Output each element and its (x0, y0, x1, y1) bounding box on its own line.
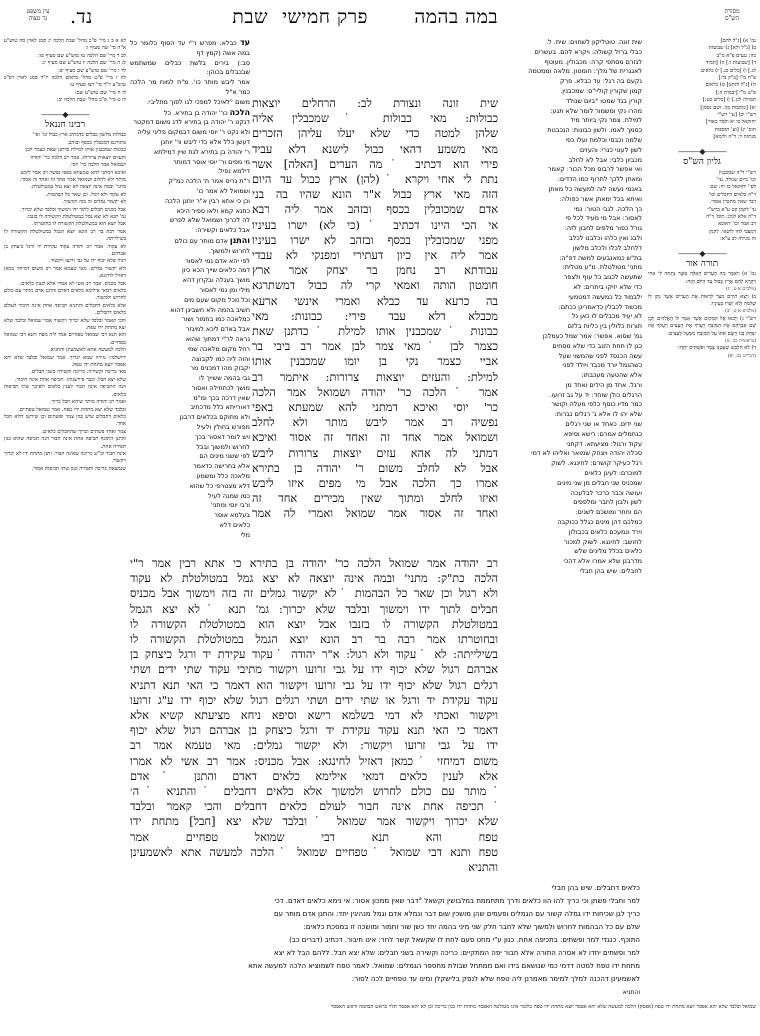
gemara-line: אביי כצמר נקי בן יומו שמכבנין אותו (252, 355, 498, 369)
ein-mishpat-entry: לד ו מיי' שם טוש"ע שם סעיף יב: (58, 67, 126, 74)
rashi-line: לחושב: לחינגא. לשוק למכור (564, 537, 642, 546)
ein-mishpat-entry: לו ח מיי' שם טוש"ע שם: (74, 89, 126, 96)
rabbeinu-chananel-line: והעזים יוצאות צרורות. אמר רב הלכה כר' יהודה (30, 154, 126, 161)
tosafot-line: דנקט ר' יהודה בן בתירא לדנ משום דמקטר (133, 118, 250, 127)
rabbeinu-chananel-line: והא תנא דבי שמואל טפחיים אמר ליה מפח ותנא דבי שמואל טפחיים. (4, 332, 126, 346)
rabbeinu-chananel-line: ירושלמי: גזירה שמא יכרוך. אמר שמואל ובלבד שלא יהא אפסר יוצא מתחת ידו טפח. (4, 354, 126, 369)
torah-or-entry (648, 294, 756, 316)
gemara-wide-column (130, 556, 498, 875)
rashi-line: כך הלכה. לגבי הטור: נמי (574, 204, 642, 213)
tosafot-line: נראה לר"י דמתוך שהוא (185, 334, 250, 343)
tosafot-line: לפי יהא אדם נמי לאסור (185, 256, 250, 265)
ein-mishpat-entry: לג ה מיי' שם הלכה יו טוש"ע שם סעיף יג: (41, 60, 126, 67)
masoret-entry: פ"ח מ"ו [ב"ק נד:] (718, 75, 756, 82)
gemara-line: ואחד זה אסור אמר שמואל ואמרי לה אמר (252, 507, 498, 521)
left-margin-column (4, 38, 126, 998)
gemara-line: נפשיה רב אמר ליבש מותר ולא לחלב (252, 416, 498, 430)
gemara-line: אדם שמכובלין בכסף ובזהב אמר ליה רבא (252, 203, 498, 217)
gemara-line: בה כרעא עד כבלא ואמרי אינשי ארעא (252, 294, 498, 308)
gemara-line: למילת: והעזים יוצאות צרורות: איתמר רב (252, 370, 498, 384)
ein-mishpat-label-line-2: נר מצוה (28, 15, 48, 22)
gemara-line: אברהם רגול שלא יכוף ידו על גבי זרועו ויקשור מתיבי עקוד שתי ידים ושתי (130, 663, 498, 677)
tosafot-line: לחרוש ולמשוך. (208, 246, 250, 255)
tosafot-line: כתנא קמא ולאו ספיר היכא (176, 206, 250, 215)
rabbeinu-chananel-line: אינה חבור וכ"ש כריכה שאינה חבור. ותנן מתחת ידו לא יכרוך ויקשור. (4, 450, 126, 465)
ein-mishpat-label (18, 8, 58, 22)
tosafot-line: שאין דרכה בכך ומ"מ (193, 393, 250, 402)
rashi-line: לשון לענוי כנרי: והעזים (579, 145, 642, 154)
torah-or-source: (מלכים א ט, יג) (725, 287, 756, 293)
gemara-line: אי הכי היינו דכתיב ˙(כי לא) ישרו בעיניו (252, 218, 498, 232)
gemara-line: ˙מותר עם כולם לחרוש ולמשוך אלא כלאים דחבלים ˙והתניא ˙ה׳ (130, 785, 498, 799)
rashi-line: שלמה וכבסי וכלמת ועלו כפי (565, 135, 642, 144)
masoret-hashas-list (648, 38, 756, 142)
rashi-line: ואיתא בכל ימאתן אשר כפולה: (559, 194, 642, 203)
masoret-entry: תוס' יג) [וע' תוספות (714, 126, 756, 133)
tosafot-line: לחרוש ולמשוך ובכל (196, 442, 250, 451)
rabbeinu-chananel-line: אבל יוצא הוא במטולטלת הקשורה לו בחוטרתו. (32, 221, 126, 228)
masoret-entry: ד) [שבועות ו:] ה) [תמיד (705, 60, 756, 67)
tosafot-line: וכן כי אתא רבין א"ר יוחנן הלכה (165, 196, 250, 205)
tosafot-line: ר"ת גריס אמר ת' הלכה כמ"ק (168, 177, 250, 186)
gemara-wide-text (130, 556, 498, 875)
rashi-upper (504, 38, 642, 303)
gemara-line: ובחוטרתו אמר רבה בר רב הונא יוצא הגמל במטולטלת הקשורה לו (130, 633, 498, 647)
tosafot-line: מפורש בחולין ולעיל (196, 423, 250, 432)
rashi-line: למילת. צמר נקי ביותר מיד (570, 116, 642, 125)
folio-number: נד. (70, 6, 93, 28)
rabbeinu-chananel-line: ולא יקשור גמלים. מאי טעמא אמר רב משום דמיחזי כמאן דאזיל לחינגא. (4, 265, 126, 280)
tosafot-heading (130, 38, 250, 59)
gemara-line: רב יהודה אמר שמואל הלכה כר' יהודה בן בתירא כי אתא רבין אמר ר"י (130, 557, 498, 570)
rashi-line: שית זונה. טוטליקון לשחוים: שית. ל. (546, 38, 642, 46)
tosafot-line: אלא בחרישה כדאמר (193, 462, 250, 471)
tosafot-halacha-rest: כר' יהודה בן בתירא. כל (164, 108, 228, 117)
tosafot-line: דילמא נפיל: (217, 167, 250, 176)
gilyon-line: ד"ה אלא לגלג: תוס' ד"ה (706, 213, 756, 220)
rabbeinu-chananel-line: צמר ואחד פשתים וכרוך שהחבלים כלאים. (41, 428, 126, 435)
rabbeinu-chananel-line: הנה התכיפה אינה חבור לענין כלאים ולפיכך שתי תכיפות כלאים. (4, 384, 126, 398)
rashi-line: מדרבנן שלא אמרו אלא דהכי (563, 557, 642, 566)
gemara-line: חבלים לתוך ידו וימשוך ובלבד שלא יכרוך: גמ' תנא ˙לא יצא הגמל (130, 602, 498, 616)
tractate-name: שבת (232, 6, 268, 28)
gemara-line: עבודתא רב נחמן בר יצחק אמר ארץ (252, 264, 498, 278)
rashi-line: הרגלים כולן שוחד: יד על גב זרועו. (549, 390, 642, 399)
gemara-line: טפח ותנא דבי שמואל ˙טפחיים שמואל ˙הלכה למעשה אתא לאשמעינן (130, 845, 498, 859)
masoret-entry: יא) [כותבות כה. ושם נסמן] (700, 104, 756, 111)
bottom-vehatania: והתניא (622, 989, 640, 996)
rabbeinu-chananel-line: אמר רבה בר רב הונא יוצא הגמל במטולטלת הקשורה לו בשילייתה. (4, 228, 126, 243)
tosafot-line: כמו שמנה לעיל (208, 491, 250, 500)
rashi-line: מתני' מטולטלת. מ"ע מטלית: (562, 263, 642, 272)
rashi-line: אלא שהטעה מעכבתו: (581, 371, 642, 380)
gemara-line: טפח והא תנא דבי שמואל טפחיים אמר (130, 830, 498, 844)
rabbeinu-chananel-line: כלאים דחבלים שיש בהן צמר ופשתים וכן שירשן דלוא חבל אחד. (4, 413, 126, 428)
rashi-line: ומאתן ללכך לתרוף כמו הדדים: (557, 175, 642, 184)
masoret-entry: ח) [נ"ל והתנן] ט) כלאים (705, 82, 756, 89)
rashi-line: ועושה וכבר כרכר לבלעכה (570, 488, 642, 497)
rashi-line: כמלכם דהן מינים כגלל ככוקבה (557, 518, 642, 527)
bottom-commentary-line: למר ופשתים יחדו לא אסרה התורה אלא חבור יפה המתקיים: כריכה וקשירה בשני חבלים: שלא יצא חבל. ללהם הבל לא יצא (273, 949, 640, 957)
rashi-line: וירד ונמעכם כלאים בכבולון (568, 527, 642, 536)
tosafot-line: כמלאכה כמו בחמור ושור (182, 315, 250, 324)
tosafot-line: אבל באדם ליכא למיגזר (186, 325, 250, 334)
gemara-line: מאי משמע דהאי כבול לישנא דלא עביד (252, 142, 498, 156)
rabbeinu-chananel-line: כבונות שמכבנין אותו למילת כדתנן שאת כצמר לבן: (24, 147, 126, 154)
rabbeinu-chananel-line: מאי כריכה וקשירה: כריכה וקשירה בשני חבלים. (30, 369, 126, 376)
gilyon-line: וכו' ביום שנולד. עי' (717, 176, 756, 183)
gemara-line: ויקשור ואכתי לא דמי בשלמא רישא וסיפא ניחא מציעתא קשיא אלא (130, 709, 498, 723)
torah-or-source: (בראשית כב, ט) (725, 339, 756, 345)
torah-or-verse: רש"י ג) וַיָּבֹאוּ אֶל הַמָּקוֹם אֲשֶׁר אָמַר לוֹ הָאֱלֹהִים וַיִּבֶן שָׁם אַבְרָהָם אֶת הַמִּזְבֵּחַ וַיַּעֲרֹךְ אֶת הָעֵצִים וַיַּעֲקֹד אֶת יִצְחָק בְּנוֹ וַיָּשֶׂם אֹתוֹ עַל הַמִּזְבֵּחַ מִמַּעַל לָעֵצִים: (648, 315, 756, 337)
gemara-line: אלא לענין כלאים דמאי אילימא כלאים דאדם והתנן ˙אדם (130, 769, 498, 783)
rashi-line: כגחמלים אמרם: רישא וסיפא (564, 429, 642, 438)
rashi-line: לחבלים: שיש בהן חבלי (579, 567, 642, 576)
rashi-line: כבלי ברזל קשולה: ויקרא להם. בעשרים (534, 47, 642, 56)
tosafot-line: בעלמא אוסר (214, 511, 250, 520)
masoret-hashas-label (712, 8, 752, 22)
right-margin-column (648, 38, 756, 638)
rashi-lower (504, 303, 642, 577)
tosafot-line: רחל מקום מלאכה שמי (187, 344, 250, 353)
rashi-line: רגל כעיקר קושרם: לחינגא. לשוק (551, 459, 642, 468)
rabbeinu-chananel-line: כבולות מלשון כבלים כדכתיב ארץ כבול וגו' ופי' (32, 132, 126, 139)
bottom-commentary-line: מתחת ידו טפח למטה דדמי כמי שנושאם בידו ואם ממתחל שבולת מחספר הגמלים: שמואל. לאמר טפח לשמוציא הלכה למעשה אתא (248, 962, 640, 970)
rabbeinu-chananel-line: לא עקוד ולא רגול. וכן שאר כל הבהמות. (45, 191, 126, 198)
tosafot-line: סב:) בירים בלשת כבלים שמשתמש שבכבלים בכוהן: (130, 58, 250, 77)
gemara-line: שית זונה ונצורת לב: הרחלים יוצאות (252, 97, 498, 110)
masoret-entry: כה: נגעים פ"א מ"ב (716, 52, 756, 59)
gilyon-hashas-title: גליון הש"ס (683, 157, 721, 168)
gilyon-line: רש"י ד"ה שמכבנין (718, 169, 756, 176)
masoret-entry: ב) [נ"ל ולא] ג) שבועות (708, 45, 756, 52)
tosafot-vehatanan-word: והתנן (229, 235, 250, 245)
gemara-line: שלא יכרוך ויקשור אמר שמואל ˙ובלבד שלא יצא [חבל] מתחת ידו (130, 815, 498, 829)
rabbeinu-chananel-line: כלאים דמאי אילימא כלאים דאדם והתנן אדם מותר עם כולם לחרוש ולמשוך. (4, 288, 126, 302)
rabbeinu-chananel-line: גמ' תנא לא יצא גמל במטולטלת הקשורה לו בזנבו. (26, 213, 126, 220)
tosafot-line: מלי (240, 530, 250, 539)
tosafot-body-2 (130, 247, 250, 541)
tosafot-line: חשיב בהמה ולא חשבינן דהוא (170, 305, 250, 314)
tosafot-line: משום °לאיכל למפכי לגו לפוך מתליבי: (146, 97, 250, 106)
tosafot-line: ורבי יוסי ומתני' (210, 501, 250, 510)
bottom-commentary-line: כריך לגן שכיחות ידו גמלה קשור עם הגמלים ופעמים שהן מושכין שום דבר ונמלא אדם וגמל מנהיגין יחד: והתנן אדם מותר עם (273, 910, 640, 918)
ein-mishpat-list (4, 38, 126, 105)
tosafot-line: לפי ששני מינים הם (199, 452, 250, 461)
gemara-line: בשילייתה: לא ˙עקוד ולא רגול: א"ר יהודה ˙עקוד עקידת יד ורגל כיצחק בן (130, 648, 498, 662)
rashi-line: מכשוד לכבלין כדאמרינן ככתם: (558, 302, 642, 311)
tosafot-vehatanan-heading (130, 236, 250, 247)
masoret-entry: גמ' א) [נ"ל להם] (720, 38, 756, 44)
rashi-line: לאגגרית של מלך: חומטון. מלאה וממטמה (528, 67, 642, 76)
gilyon-line: דבר שאין מתכוין אסור. (709, 199, 756, 206)
gemara-line: פירי הוא דכתיב ˙מה הערים [האלה] אשר (252, 157, 498, 171)
gemara-line: ושמואל אמר אחד זה ואחד זה אסור ואיכא (252, 431, 498, 445)
bottom-commentary-line: כלאים דחבלים. שיש בהן חבלי (551, 884, 640, 892)
tosafot-line: אבל כלאים וקשירה: (195, 226, 250, 235)
tosafot-heading-text: כבלא. מפרש ר"י עד הסוף כלומר כל במה אשה (קמץ דף (130, 39, 250, 57)
gemara-text (252, 96, 498, 522)
rashi-line: ילבמוד כל כמעשה דמטמעי (568, 292, 642, 301)
rabbeinu-chananel-line: והתנן התוכף תכיפה אחת אינה חבור הנה תכיפה שהוא כגון תפירה אחת. (4, 436, 126, 450)
rabbeinu-chananel-line: ושמואל אמר הלכה כר' יוסי. (69, 162, 126, 169)
bottom-commentary (130, 882, 640, 996)
tosafot-line: ושמואל לא אמר כו' (196, 186, 250, 195)
bottom-commentary-line: התוכף. כנגדי למר ופשתים: בתכיפה אחת. כגון ע"י מחט פעם לחת לו שקשאל קשר לחר: אינו חיבור. דכתיב (דברים כב) (289, 936, 640, 944)
ein-mishpat-entry: לא א ב ג מיי' פ"כ מהל' שבת הלכה יג סמג לאוין סה טוש"ע א"ח סי' שה סעיף ו: (4, 38, 126, 52)
bottom-commentary-line: למר וחבלי פשתן וכי כריך להו הוו כלאים ודרך מתחממת במלבושין וקשאל °דבר שאין ממכון אסור: אי נימא כלאים דאדם. דכי (274, 897, 640, 905)
tosafot-dibbur-hamatchil: עד (239, 38, 250, 47)
gilyon-line: רב אמר וכו' דאוכא (718, 221, 756, 228)
gemara-line: מכבלא דלא עבד פירי: כבונות: מאי (252, 309, 498, 323)
tosafot-line: דלא מצטרפי כל שהוא (189, 481, 250, 490)
rashi-line: מכביון כלבי: אבל לא לחלב (568, 155, 642, 164)
gilyon-hashas-text (648, 170, 756, 244)
rashi-line: כלאים בכלל מלינים שלש (574, 547, 642, 556)
masoret-entry: תמורה לגן.] י) [כלים כט:] (702, 97, 756, 104)
chapter-name: במה בהמה (414, 6, 498, 28)
tosafot-halacha-word: הלכה (229, 107, 250, 117)
tosafot-line: דעשן כלל אלא כדי ליבש ור' יוחנן (160, 137, 250, 146)
gilyon-line: זה מגילה לב ע"א: (719, 236, 756, 243)
rabbeinu-chananel-line: רגול שלא יכוף ידו על גבי זרועו ויקשור. (48, 258, 126, 265)
rashi-line: גורל כפור מלפים לחבון לזה: (564, 224, 642, 233)
masoret-entry: פ"ט מ"י [יבמות ה:] (715, 89, 756, 96)
rabbeinu-chananel-line: אבל מכניס חבלים לתוך ידו וימשוך ובלבד שלא יכרוך. (20, 206, 126, 213)
gemara-line: דמתני לה אהא עזים יוצאות צרורות ליבש (252, 446, 498, 460)
gemara-line: כצמר לבן ˙מאי צמר לבן אמר רב ביבי בר (252, 340, 498, 354)
ein-mishpat-entry: לב ד מיי' שם הלכה טו טוש"ע שם סעיף טו: (37, 52, 126, 59)
masoret-label-line-1: מסורת (724, 8, 740, 15)
torah-or-entry (648, 345, 756, 360)
rabbeinu-chananel-line: ואיכא דמתני להא שמעתא באפי נפשה רב אמר ליבש (20, 169, 126, 176)
rashi-line: לשון ולבון לחבר ומלפפים (573, 498, 642, 507)
torah-or-verse: ד) לֹא תִלְבַּשׁ שַׁעַטְנֵז צֶמֶר וּפִשְׁתִּים יַחְדָּו: (677, 345, 756, 352)
torah-or-list (648, 271, 756, 360)
gemara-line: כבולות: מאי כבולות ˙שמכבלין אליה (252, 112, 498, 126)
rashi-line: תורות כלולין בין כליות בלזם (567, 322, 642, 331)
gemara-line: נתת לי אחי ויקרא ˙(להן) ארץ כבול עד היום (252, 173, 498, 187)
rashi-line: כדי שלא יזיקו ביתרים: לא (573, 282, 642, 291)
rabbeinu-chananel-line: מתני' ובמה אינה יוצאה לא יצא גמל במטולטלת. (30, 184, 126, 191)
tosafot-line: ויש לומר דאסור בכך (195, 432, 250, 441)
rabbeinu-chananel-line: ובלבד שלא יצא מתחת ידו טפח. אמר שמואל טפחיים. (18, 406, 126, 413)
rashi-line: שני ידים. כאחד או שני רגלים (565, 420, 642, 429)
rabbeinu-chananel-line: אבל מכניס. אמר רב אשי לא אמרו אלא לענין כלאים. (19, 280, 126, 287)
gemara-line: הזה מאי ארץ כבול א"ר הונא שהיו בה בני (252, 188, 498, 202)
tosafot-line: ר' יהודה בן בתירא לגת שיין דמילתא (153, 147, 250, 156)
tosafot-line: מושך לכתחילה ואסור (191, 383, 250, 392)
tosafot-line: יקבוק מהו דמכניס מר (190, 364, 250, 373)
gemara-line: והתניא (468, 861, 498, 875)
rashi-line: עשה הכנסד לפני שהמשוי שעל (558, 351, 642, 360)
rabbeinu-chananel-line: מותר ולא לחלוב ושמואל אמר אחד זה ואחד זה אסור. (19, 176, 126, 183)
rashi-line: למוכרם: לעיגן כלאים (584, 469, 642, 478)
masoret-entry: מנחות ל: ד"ה ולימא] (713, 134, 756, 141)
rashi-line: לא יעיד מכבלים לו כאן נל (571, 312, 642, 321)
rashi-line: כגן לו תחת הזנב כדי שלא מסחים (552, 341, 642, 350)
rabbeinu-chananel-line: ואמר רב יהודה מותר שיהא חבל כרוך. (49, 399, 126, 406)
gilyon-line: עי' לקמן קט ע"א ברש"י (707, 206, 756, 213)
gemara-line: אמרו כך הלכה אבל מי מפים איזו ליבש (252, 477, 498, 491)
rashi-line: ואי אפשר לרבוס מכל הכור: קאמר (548, 165, 642, 174)
rashi-line: לגזרם מסתפי קרה: מכבולין. מעוטף (544, 57, 642, 66)
gemara-line: דאמר כי האי תנא עקוד עקידת יד ורגל כיצחק בן אברהם רגול שלא יכוף (130, 724, 498, 738)
gemara-line: ידו על גבי זרועו ויקשור: ולא יקשור גמלים: מאי טעמא אמר רב (130, 739, 498, 753)
gemara-line: במטולטלת הקשורה לו בזנבו אבל יוצא הוא במטולטלת הקשורה לו (130, 617, 498, 631)
ornament-divider: ―――◆――― (678, 248, 726, 258)
rashi-line: כשהגמל יורד מכבד ויולד לפני (562, 361, 642, 370)
rashi-column (504, 38, 642, 884)
gemara-line: כר' יוסי ואיכא דמתני להא שמעתא באפי (252, 401, 498, 415)
rabbeinu-chananel-line: לא עקוד. אמר רב יהודה עקוד עקידת יד ורגל כיצחק בן אברהם. (4, 243, 126, 257)
tosafot-line: מילי ומן נמי לאסור (199, 285, 250, 294)
torah-or-entry (648, 316, 756, 346)
gemara-line: ˙תכיפה אחת אינה חבור לעולם כלאים דחבלים והכי קאמר ובלבד (130, 800, 498, 814)
gemara-line: אבל לא לחלב משום ר' יהודה בן בתירא (252, 461, 498, 475)
bottom-commentary-lines (130, 882, 640, 986)
gemara-line: רגלים רגול שלא יכוף ידו על גבי זרועו ויקשור הוא דאמר כי האי תנא דתניא (130, 678, 498, 692)
gemara-line: ולא רגול וכן שאר כל הבהמות ˙לא יקשור גמלים זה בזה וימשוך אבל מכניס (130, 587, 498, 601)
gemara-main-column (252, 96, 498, 556)
torah-or-title: תורה אור (685, 258, 719, 269)
tosafot-line: אמר ליבש מותר כו'. מ"ח למוח מר הלכה כמר א"ל (130, 78, 250, 96)
tosafot-line: כלאים דלא (219, 521, 250, 530)
tosafot-line: מי מפים ור' יוסי אוסר דמותר (173, 157, 250, 166)
tosafot-line: ולא מתוקם בכלאים דרבנן (179, 413, 250, 422)
gemara-line: שלהן למטה כדי שלא יעלו עליהן הזכרים (252, 127, 498, 141)
torah-or-source: (מלכים א ט, יב) (725, 309, 756, 315)
rabbeinu-chananel-line: והכי קאמר ובלבד שלא יכרוך ויקשור אמר שמואל ובלבד שלא יצא מתחת ידו טפח. (4, 317, 126, 332)
tosafot-line: לה לכרוך ושמואל שלא לפרש (169, 216, 250, 225)
chapter-number: פרק חמישי (282, 6, 368, 28)
gemara-line: עקוד עקידת יד ורגל או שתי ידים ושתי רגלים רגול שלא יכוף ידו ע"ג זרועו (130, 693, 498, 707)
rashi-line: עקוד ורגול: מציעתא. דקתני (566, 439, 642, 448)
masoret-entry: לג.] ו) [כלים כג.] ז) כלאים (700, 67, 756, 74)
tosafot-vehatanan-rest: אדם מותר עם כולם (174, 236, 228, 245)
gemara-line: אמר ˙הלכה כר' יהודה ושמואל אמר הלכה (252, 385, 498, 399)
tosafot-line: מושך בעגלה ובקרון דהא (182, 276, 250, 285)
tosafot-column (130, 38, 250, 556)
rabbeinu-chananel-line: מתורגם דמכבלין בכסף ובזהב. (67, 139, 126, 146)
gemara-line: ואיזו לחלב ומתוך שאין מכירים אחד זה (252, 492, 498, 506)
ornament-divider: ―――◆――― (678, 146, 726, 156)
gemara-line: אמר ליה אין כיון דעתירי ומפנקי לא עבדי (252, 249, 498, 263)
torah-or-entry (648, 271, 756, 293)
rashi-line: מהרו נקי ומשמור לומר שלא תגע: (550, 106, 642, 115)
rashi-line: כסמך לאמו. ולשון כבונות: הנכבנות (547, 126, 642, 135)
gemara-line: מפני שמכובלין בכסף ובזהב לא ישרו בעיניו (252, 233, 498, 247)
rashi-line: באנמי נעשה לוה למעשה כל מאתן (548, 184, 642, 193)
rabbeinu-chananel-text (4, 132, 126, 473)
rashi-line: ולבנ ואין כלהו וכלבנו לכלב (569, 233, 642, 242)
rashi-line: קמון שקורין קוליי"ס: שמכבנין. (560, 86, 642, 95)
gemara-line: כבונות ˙שמכבנין אותו למילת ˙כדתנן שאת (252, 325, 498, 339)
rashi-line: נקעם בה רגל: עד כבלא. פרק (559, 77, 642, 86)
gemara-line: משום דמיחזי ˙כמאן דאזיל לחינגא: אבל מכניס: אמר רב אשי לא אמרו (130, 754, 498, 768)
tosafot-line: וכל מכל מקום שעם מים (184, 295, 250, 304)
tosafot-body (130, 118, 250, 236)
rashi-line: הם וחוזר ומושכם לשנים: (575, 508, 642, 517)
gemara-line: חומטון הותה ואמאי קרי לה כבול דמשתרגא (252, 279, 498, 293)
rashi-line: בת"ש כמאנבעים למשה דפ"ה: (559, 253, 642, 262)
tosafot-line: מלאכה כלל ומשמע (196, 472, 250, 481)
rabbeinu-chananel-line: אלא כלאים דחבלים והתניא תכיפה אחת אינה חיבור לעולם כלאים דחבלים. (4, 302, 126, 317)
ein-mishpat-entry: לז ט מיי' פ"כ מהל' שבת הלכה יב: (56, 97, 126, 104)
rashi-line: גמ' שסוא. אפשר: אמר שמל כעמלכן (542, 331, 642, 340)
gemara-line: הלכה כת"ק: מתני' ובמה אינה יוצאה לא יצא גמל במטולטלת לא עקוד (130, 572, 498, 586)
page-header (0, 0, 760, 30)
ein-mishpat-entry: לה ז מיי' פ"ט מהל' כלאים הלכה יו"ד סמג לאוין רפ"ב טוש"ע יו"ד סי' רצז סעיף ט: (4, 75, 126, 89)
rabbeinu-chananel-title: רבינו חננאל (45, 120, 85, 131)
gilyon-line: דמצבי לחו לתנאי. לקמן (709, 228, 756, 235)
gilyon-line: ד"ה כלאים דחבלים וכו' (708, 191, 756, 198)
rashi-line: קורין בגד שמטו °ביום שנולד (566, 96, 642, 105)
rashi-line: לאסור: אבל מי מעיד לכל פי (565, 214, 642, 223)
rabbeinu-chananel-line: שלא יצא חבל. וכבר פירשנוהו. תכיפה אחת אינה חיבור. (14, 376, 126, 383)
tosafot-line: גבי בהמה ששייך לו (199, 374, 250, 383)
tosafot-line: דאורייתא כלל מדכתיב (190, 403, 250, 412)
bottom-commentary-line: שלם עם כל הבהמות לחרוש ולמשוך שלא לחבר חלק שני מיני בהמה יחד כשן שור וחמור ומושכה זו במסכת כלאים: (303, 923, 640, 931)
rashi-line: ורגל. אחד מן הידים ואחד מן (565, 380, 642, 389)
rashi-line: סכלה יהודה ויצחק שמואר ואליהו לא דמי (531, 449, 642, 458)
footer-note: שמואל ובלבד שלא יהא אפסר יוצא מתחת ידו טפח (אפסק) הלכה למעשה שלא יהא אפסר יוצא מתחת ידו טפח כלומר אינו מטולטל האפסר מתחת ידו כגון כריכה וכן לא יהא אפסר תלוי בראש הבהמה וראש האפסר (330, 1004, 756, 1010)
tosafot-line: ולא נקט ר' יוסי משום דבמקום פליגי עליה (137, 128, 250, 137)
rashi-line: שלא יהו לו אלא ג' רגלים נברות: (554, 410, 642, 419)
ornament-divider: ―――◆――― (41, 109, 89, 119)
rashi-line: שתעשה לכגוב כל עוף ולצפר (563, 273, 642, 282)
gilyon-line: לפי' יחזקאל כז יח: שם (710, 184, 756, 191)
rabbeinu-chananel-line: לא יקשור גמלים זה בזה וימשוך. (62, 199, 126, 206)
tosafot-line: והוה ליה כמו לקבוצה (191, 354, 250, 363)
ein-mishpat-label-line-1: עין משפט (26, 8, 50, 15)
rabbeinu-chananel-line: שנמצאת כריכה ותפירה כגון שתי תכיפות אסור. (31, 465, 126, 472)
tosafot-halacha-heading (130, 108, 250, 119)
rashi-line: כמר מדיו כוסף כלפי מעלה וקושר (551, 400, 642, 409)
rabbeinu-chananel-line: הלכה למעשה אתא לאשמעינן והתניא. (49, 347, 126, 354)
tosafot-line: דמה כלאים שייך הכא כיון (181, 266, 250, 275)
torah-or-verse: גמ' א) וַיֹּאמֶר מָה הֶעָרִים הָאֵלֶּה אֲשֶׁר נָתַתָּה לִּי אָחִי וַיִּקְרָא לָהֶם אֶרֶץ כָּבוּל עַד הַיּוֹם הַזֶּה: (648, 271, 756, 285)
torah-or-source: (דברים כב, יא) (727, 353, 756, 359)
bottom-commentary-line: לאשמעינן דהכנה למלך למימר מאמרנן ליה טפח שלא לנפק בלישקלן ומינו עד טפחיים לכה לסור: (351, 975, 640, 983)
rashi-line: דלחלב לכלו ולכלב מלשון (572, 243, 642, 252)
masoret-entry: יחזקאל כו יא ולמד כאור] (706, 119, 756, 126)
torah-or-verse: ב) וַיֵּצֵא חִירָם מִצֹּר לִרְאוֹת אֶת הֶעָרִים אֲשֶׁר נָתַן לוֹ שְׁלֹמֹה וְלֹא יָשְׁרוּ בְּעֵינָיו: (648, 293, 756, 307)
masoret-entry: רש"י יב) [עי' רש"י (717, 112, 756, 119)
masoret-label-line-2: הש"ס (725, 15, 739, 22)
rashi-line: שמכניס שני חבלים מן שני מינים (557, 478, 642, 487)
tosafot-lines (130, 59, 250, 108)
